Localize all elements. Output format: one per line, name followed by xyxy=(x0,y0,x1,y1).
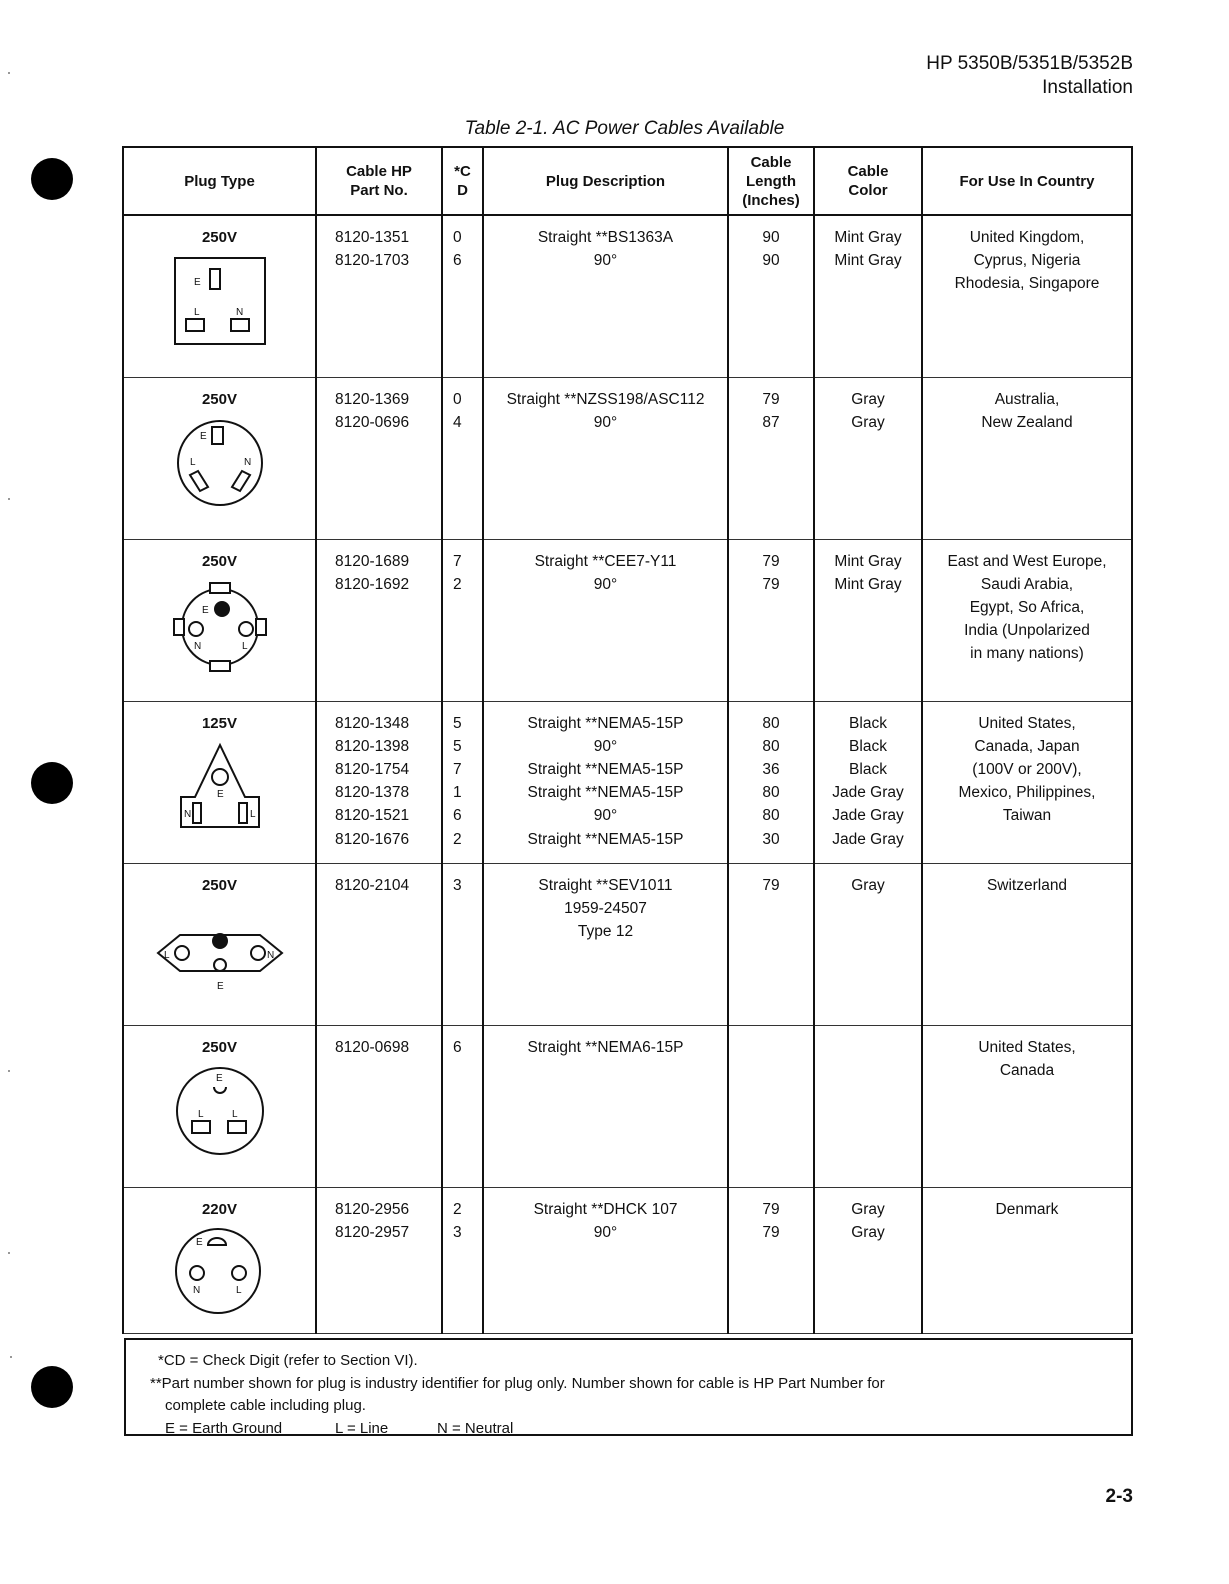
country-line: Switzerland xyxy=(986,876,1068,894)
part-number-footnote-continued: complete cable including plug. xyxy=(165,1397,366,1414)
plug-label-e: E xyxy=(201,604,209,616)
cable-length-cell xyxy=(728,539,814,701)
part-number: 8120-2104 xyxy=(335,876,410,894)
cable-color: Gray xyxy=(851,413,885,431)
check-digit-cell xyxy=(442,863,483,1025)
country-line: East and West Europe, xyxy=(947,552,1107,570)
part-number: 8120-1398 xyxy=(335,737,410,755)
plug-description: Straight **DHCK 107 xyxy=(533,1200,678,1218)
check-digit: 6 xyxy=(453,1038,462,1056)
cable-length: 90 xyxy=(762,252,780,270)
cable-color: Mint Gray xyxy=(834,552,902,570)
denmark-dhck-plug-icon xyxy=(170,1227,270,1323)
country-line: United States, xyxy=(978,714,1076,732)
plug-description: Straight **NEMA5-15P xyxy=(527,760,684,778)
part-number: 8120-1689 xyxy=(335,552,410,570)
header-color-line: Cable xyxy=(847,163,889,180)
legend-line: L = Line xyxy=(335,1419,389,1437)
part-number: 8120-1521 xyxy=(335,807,410,825)
check-digit: 7 xyxy=(453,552,462,570)
plug-description: Straight **NEMA5-15P xyxy=(527,714,684,732)
country-cell xyxy=(922,539,1132,701)
check-digit: 5 xyxy=(453,714,462,732)
header-cd-line: D xyxy=(457,182,468,199)
voltage-label: 220V xyxy=(201,1200,238,1218)
header-part-no-line: Cable HP xyxy=(346,163,412,180)
check-digit-cell xyxy=(442,215,483,377)
header-color xyxy=(814,147,922,215)
cable-length: 36 xyxy=(762,760,780,778)
plug-label-n: N xyxy=(235,307,243,319)
part-number: 8120-2957 xyxy=(335,1223,410,1241)
table-row xyxy=(123,215,1132,377)
header-description: Plug Description xyxy=(483,147,728,215)
header-length xyxy=(728,147,814,215)
part-number: 8120-1754 xyxy=(335,760,410,778)
country-cell xyxy=(922,701,1132,863)
voltage-label: 250V xyxy=(201,552,238,570)
cable-length: 80 xyxy=(762,784,780,802)
power-cables-table xyxy=(122,146,1133,1334)
plug-description: Straight **NEMA5-15P xyxy=(527,830,684,848)
cable-color: Black xyxy=(849,714,887,732)
scan-speck xyxy=(8,72,10,74)
page-number: 2-3 xyxy=(1105,1486,1133,1507)
plug-legend xyxy=(150,1418,1131,1441)
cable-length: 79 xyxy=(762,390,780,408)
country-line: Cyprus, Nigeria xyxy=(973,252,1081,270)
plug-description: 90° xyxy=(593,413,618,431)
header-plug-type: Plug Type xyxy=(123,147,316,215)
plug-label-n: N xyxy=(243,456,251,468)
plug-description-cell xyxy=(483,539,728,701)
part-number-cell xyxy=(316,539,442,701)
part-number: 8120-0698 xyxy=(335,1038,410,1056)
check-digit: 2 xyxy=(453,575,462,593)
cable-color: Mint Gray xyxy=(834,575,902,593)
plug-description-cell xyxy=(483,215,728,377)
country-line: Rhodesia, Singapore xyxy=(954,275,1100,293)
plug-description: Type 12 xyxy=(577,922,634,940)
cable-color-cell xyxy=(814,1187,922,1333)
check-digit-cell xyxy=(442,1187,483,1333)
cable-length-cell xyxy=(728,377,814,539)
check-digit-cell xyxy=(442,377,483,539)
scan-speck xyxy=(8,1252,10,1254)
cable-length: 79 xyxy=(762,1200,780,1218)
check-digit: 6 xyxy=(453,807,462,825)
country-cell xyxy=(922,863,1132,1025)
plug-description: 90° xyxy=(593,1223,618,1241)
voltage-label: 250V xyxy=(201,876,238,894)
plug-label-e: E xyxy=(216,788,224,800)
australia-plug-icon xyxy=(170,417,270,513)
header-length-line: Cable xyxy=(750,153,792,171)
plug-label-n: N xyxy=(192,1284,200,1296)
part-number: 8120-1703 xyxy=(335,252,410,270)
check-digit: 6 xyxy=(453,252,462,270)
country-line: Denmark xyxy=(995,1200,1059,1218)
cable-color: Mint Gray xyxy=(834,252,902,270)
check-digit: 2 xyxy=(453,1200,462,1218)
cable-color: Gray xyxy=(851,876,885,894)
plug-description: Straight **BS1363A xyxy=(537,229,674,246)
cable-length: 80 xyxy=(762,807,780,825)
header-cd xyxy=(442,147,483,215)
cable-length: 80 xyxy=(762,714,780,732)
cable-length-cell xyxy=(728,1025,814,1187)
plug-type-cell xyxy=(123,1187,316,1333)
table-row xyxy=(123,701,1132,863)
country-line: Egypt, So Africa, xyxy=(969,598,1085,616)
country-line: India (Unpolarized xyxy=(964,622,1090,640)
country-cell xyxy=(922,215,1132,377)
part-number: 8120-1369 xyxy=(335,390,410,408)
cable-length: 87 xyxy=(762,413,780,431)
plug-label-l: L xyxy=(231,1108,238,1120)
plug-label-n: N xyxy=(266,949,274,961)
plug-label-l: L xyxy=(197,1108,204,1120)
cable-length: 30 xyxy=(762,830,780,848)
scan-speck xyxy=(8,1070,10,1072)
check-digit: 7 xyxy=(453,760,462,778)
voltage-label: 250V xyxy=(201,1038,238,1056)
cable-length: 79 xyxy=(762,1223,780,1241)
cable-length: 79 xyxy=(762,552,780,570)
part-number: 8120-1348 xyxy=(335,714,410,732)
plug-type-cell xyxy=(123,1025,316,1187)
plug-type-cell xyxy=(123,863,316,1025)
country-line: Canada, Japan xyxy=(974,737,1080,755)
plug-description-cell xyxy=(483,701,728,863)
binder-hole-middle xyxy=(31,762,73,804)
table-row xyxy=(123,1187,1132,1333)
cable-length: 80 xyxy=(762,737,780,755)
cable-color: Jade Gray xyxy=(832,830,904,848)
plug-description: Straight **NZSS198/ASC112 xyxy=(506,390,705,408)
plug-description-cell xyxy=(483,377,728,539)
binder-hole-bottom xyxy=(31,1366,73,1408)
cable-color: Gray xyxy=(851,390,885,408)
plug-label-e: E xyxy=(193,277,201,289)
part-number-cell xyxy=(316,863,442,1025)
part-number-cell xyxy=(316,1025,442,1187)
swiss-sev1011-plug-icon xyxy=(150,903,290,999)
cable-color: Gray xyxy=(851,1223,885,1241)
plug-description-cell xyxy=(483,1187,728,1333)
cable-length: 90 xyxy=(762,229,780,246)
header-cd-line: *C xyxy=(454,163,471,180)
cable-color-cell xyxy=(814,377,922,539)
check-digit: 5 xyxy=(453,737,462,755)
plug-label-l: L xyxy=(189,456,196,468)
table-caption: Table 2-1. AC Power Cables Available xyxy=(464,118,785,139)
uk-bs1363-plug-icon xyxy=(170,255,270,351)
table-header-row xyxy=(123,147,1132,215)
plug-label-n: N xyxy=(183,808,191,820)
scan-speck xyxy=(10,1356,12,1358)
table-row xyxy=(123,377,1132,539)
table-row xyxy=(123,863,1132,1025)
check-digit-cell xyxy=(442,701,483,863)
document-section-header: Installation xyxy=(1042,77,1133,98)
plug-description: Straight **NEMA5-15P xyxy=(527,784,684,802)
plug-description: Straight **SEV1011 xyxy=(538,876,673,894)
check-digit: 3 xyxy=(453,876,462,894)
cable-length: 79 xyxy=(762,575,780,593)
voltage-label: 250V xyxy=(201,390,238,408)
document-model-header: HP 5350B/5351B/5352B xyxy=(926,53,1133,74)
cable-color: Gray xyxy=(851,1200,885,1218)
cable-color-cell xyxy=(814,1025,922,1187)
plug-description-cell xyxy=(483,863,728,1025)
cable-color-cell xyxy=(814,539,922,701)
plug-description: 90° xyxy=(593,807,618,825)
part-number-cell xyxy=(316,215,442,377)
part-number-cell xyxy=(316,377,442,539)
plug-label-l: L xyxy=(163,949,170,961)
country-line: (100V or 200V), xyxy=(972,760,1082,778)
binder-hole-top xyxy=(31,158,73,200)
part-number: 8120-2956 xyxy=(335,1200,410,1218)
part-number-footnote: **Part number shown for plug is industry identifier for plug only. Number shown for cable is HP Part Number for xyxy=(150,1374,885,1392)
part-number-cell xyxy=(316,701,442,863)
part-number: 8120-1351 xyxy=(335,229,410,246)
check-digit: 4 xyxy=(453,413,462,431)
check-digit: 1 xyxy=(453,784,462,802)
plug-label-n: N xyxy=(193,640,201,652)
cable-length-cell xyxy=(728,215,814,377)
cable-color-cell xyxy=(814,701,922,863)
country-line: Australia, xyxy=(994,390,1060,408)
cable-length-cell xyxy=(728,1187,814,1333)
plug-description: Straight **CEE7-Y11 xyxy=(534,552,677,570)
plug-description: Straight **NEMA6-15P xyxy=(527,1038,684,1056)
check-digit-cell xyxy=(442,1025,483,1187)
us-nema6-plug-icon xyxy=(170,1065,270,1161)
header-country: For Use In Country xyxy=(922,147,1132,215)
part-number: 8120-1692 xyxy=(335,575,410,593)
check-digit: 0 xyxy=(453,229,462,246)
cable-length: 79 xyxy=(762,876,780,894)
country-line: Taiwan xyxy=(1002,807,1052,825)
check-digit: 0 xyxy=(453,390,462,408)
plug-label-e: E xyxy=(216,980,224,992)
table-row xyxy=(123,539,1132,701)
country-line: New Zealand xyxy=(981,413,1073,431)
plug-type-cell xyxy=(123,701,316,863)
country-line: United Kingdom, xyxy=(969,229,1085,246)
plug-description: 90° xyxy=(593,575,618,593)
voltage-label: 125V xyxy=(201,714,238,732)
cable-color: Jade Gray xyxy=(832,807,904,825)
cable-color: Jade Gray xyxy=(832,784,904,802)
plug-label-l: L xyxy=(249,808,256,820)
cable-length-cell xyxy=(728,863,814,1025)
country-cell xyxy=(922,377,1132,539)
country-line: in many nations) xyxy=(970,645,1084,663)
header-part-no-line: Part No. xyxy=(350,182,408,199)
plug-type-cell xyxy=(123,539,316,701)
country-line: Saudi Arabia, xyxy=(980,575,1074,593)
country-line: Mexico, Philippines, xyxy=(958,784,1096,802)
country-cell xyxy=(922,1025,1132,1187)
header-length-line: (Inches) xyxy=(742,191,800,209)
country-line: Canada xyxy=(999,1061,1055,1079)
table-footnotes xyxy=(124,1338,1133,1436)
plug-label-l: L xyxy=(193,307,200,319)
country-line: United States, xyxy=(978,1038,1076,1056)
plug-description: 90° xyxy=(593,737,618,755)
check-digit: 2 xyxy=(453,830,462,848)
part-number: 8120-1676 xyxy=(335,830,410,848)
cable-color: Mint Gray xyxy=(834,229,902,246)
check-digit-footnote: *CD = Check Digit (refer to Section VI). xyxy=(158,1352,418,1369)
plug-type-cell xyxy=(123,377,316,539)
header-color-line: Color xyxy=(848,182,888,199)
legend-earth: E = Earth Ground xyxy=(165,1419,283,1437)
plug-label-l: L xyxy=(235,1284,242,1296)
cable-color: Black xyxy=(849,737,887,755)
plug-description: 1959-24507 xyxy=(564,899,647,917)
plug-type-cell xyxy=(123,215,316,377)
cable-length-cell xyxy=(728,701,814,863)
table-row xyxy=(123,1025,1132,1187)
cable-color: Black xyxy=(849,760,887,778)
cable-color-cell xyxy=(814,215,922,377)
cable-color-cell xyxy=(814,863,922,1025)
plug-description: 90° xyxy=(593,252,618,270)
country-cell xyxy=(922,1187,1132,1333)
scan-speck xyxy=(8,498,10,500)
check-digit-cell xyxy=(442,539,483,701)
legend-neutral: N = Neutral xyxy=(437,1419,514,1437)
us-nema5-plug-icon xyxy=(165,741,275,837)
header-length-line: Length xyxy=(746,172,796,190)
plug-label-e: E xyxy=(195,1236,203,1248)
voltage-label: 250V xyxy=(201,229,238,246)
part-number: 8120-1378 xyxy=(335,784,410,802)
plug-label-l: L xyxy=(241,640,248,652)
part-number-cell xyxy=(316,1187,442,1333)
plug-label-e: E xyxy=(215,1072,223,1084)
part-number: 8120-0696 xyxy=(335,413,410,431)
check-digit: 3 xyxy=(453,1223,462,1241)
header-part-no xyxy=(316,147,442,215)
plug-description-cell xyxy=(483,1025,728,1187)
plug-label-e: E xyxy=(199,430,207,442)
europe-cee7-plug-icon xyxy=(160,579,280,675)
